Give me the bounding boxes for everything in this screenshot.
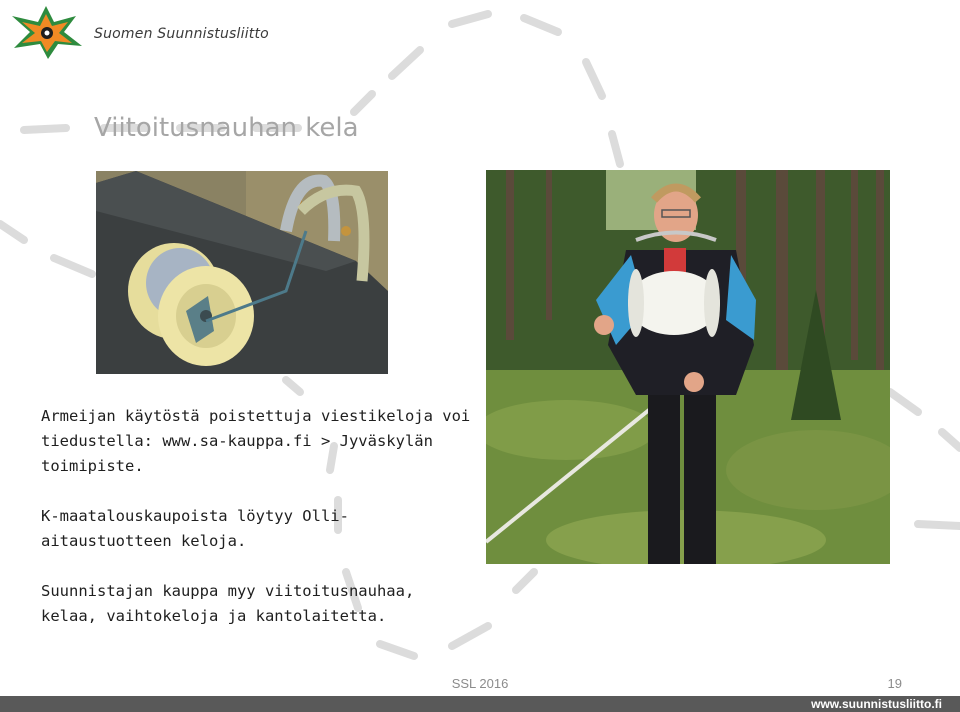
page-number: 19 bbox=[887, 676, 902, 691]
paragraph-shop: Suunnistajan kauppa myy viitoitusnauhaa, kelaa, vaihtokeloja ja kantolaitetta. bbox=[41, 582, 415, 625]
footer-bar bbox=[0, 696, 960, 712]
orienteer-carrying-reel-photo bbox=[486, 170, 890, 564]
body-text bbox=[41, 404, 471, 654]
reel-on-tarp-photo bbox=[96, 171, 388, 374]
footer-label: SSL 2016 bbox=[451, 676, 509, 691]
paragraph-k-maatalous: K-maatalouskaupoista löytyy Olli-aitaustuotteen keloja. bbox=[41, 507, 349, 550]
slide-title: Viitoitusnauhan kela bbox=[94, 113, 359, 144]
footer-url: www.suunnistusliitto.fi bbox=[811, 697, 942, 711]
star-logo-icon bbox=[8, 4, 84, 60]
paragraph-army-reels: Armeijan käytöstä poistettuja viestikeloja voi tiedustella: www.sa-kauppa.fi > Jyväskylän toimipiste. bbox=[41, 407, 471, 475]
org-name: Suomen Suunnistusliitto bbox=[94, 26, 269, 42]
